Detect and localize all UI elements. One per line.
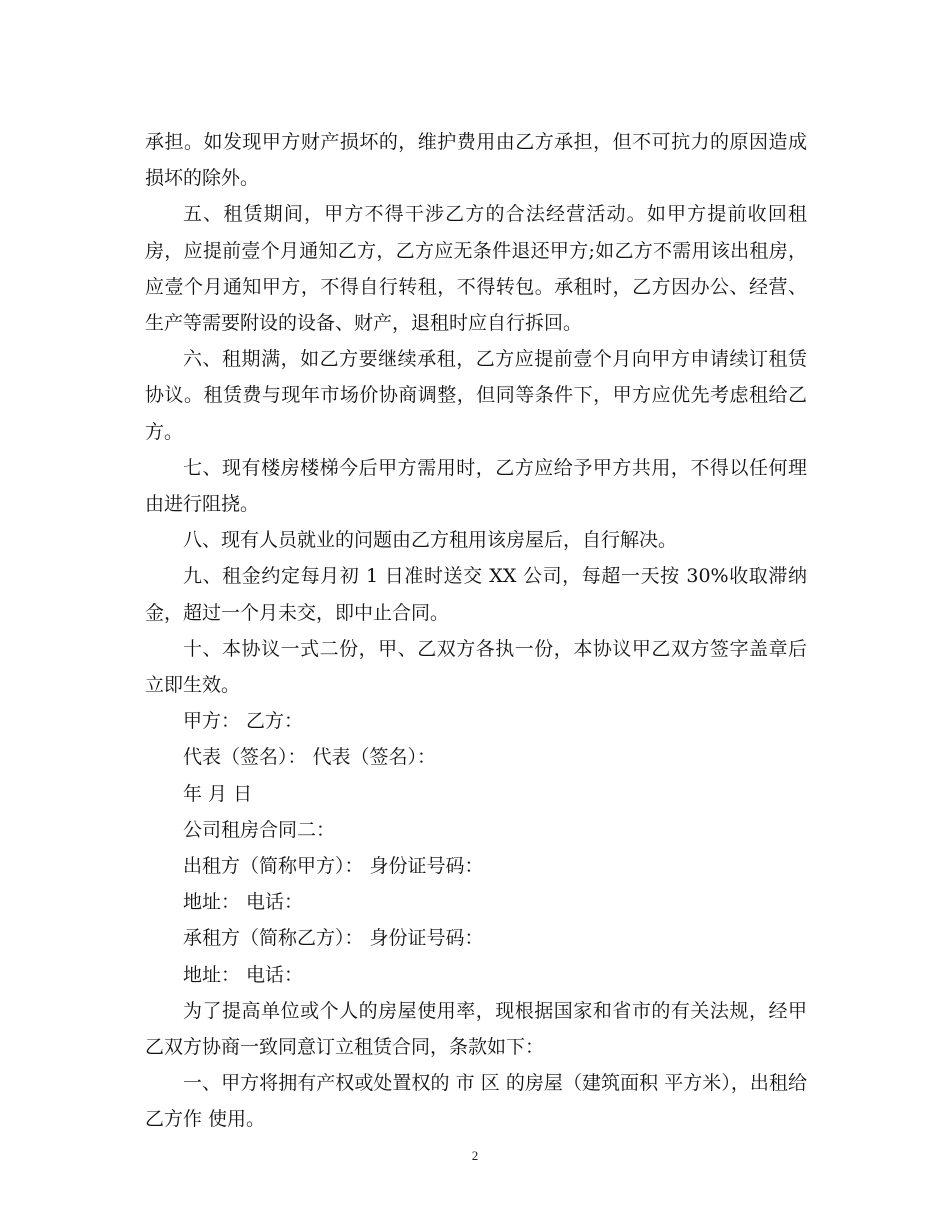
document-body — [145, 124, 807, 1138]
paragraph: 七、现有楼房楼梯今后甲方需用时，乙方应给予甲方共用，不得以任何理由进行阻挠。 — [145, 456, 807, 516]
paragraph: 出租方（简称甲方）： 身份证号码： — [183, 855, 484, 878]
page-number: 2 — [471, 1148, 479, 1163]
paragraph: 承租方（简称乙方）： 身份证号码： — [183, 927, 484, 950]
paragraph: 五、租赁期间，甲方不得干涉乙方的合法经营活动。如甲方提前收回租房，应提前壹个月通知乙方，乙方应无条件退还甲方;如乙方不需用该出租房，应壹个月通知甲方，不得自行转租，不得转包。承租时，乙方因办公、经营、生产等需要附设的设备、财产，退租时应自行拆回。 — [145, 203, 807, 335]
paragraph: 地址： 电话： — [183, 963, 304, 986]
paragraph: 公司租房合同二： — [183, 818, 336, 841]
paragraph: 年 月 日 — [183, 782, 253, 805]
paragraph: 为了提高单位或个人的房屋使用率，现根据国家和省市的有关法规，经甲乙双方协商一致同意订立租赁合同，条款如下： — [145, 999, 807, 1059]
paragraph: 代表（签名）： 代表（签名）： — [183, 746, 437, 769]
paragraph: 承担。如发现甲方财产损坏的，维护费用由乙方承担，但不可抗力的原因造成损坏的除外。 — [145, 131, 807, 190]
paragraph: 地址： 电话： — [183, 891, 304, 914]
paragraph: 甲方： 乙方： — [183, 710, 304, 733]
paragraph: 十、本协议一式二份，甲、乙双方各执一份，本协议甲乙双方签字盖章后立即生效。 — [145, 637, 807, 697]
paragraph: 一、甲方将拥有产权或处置权的 市 区 的房屋（建筑面积 平方米），出租给乙方作 使用。 — [145, 1072, 807, 1131]
paragraph: 八、现有人员就业的问题由乙方租用该房屋后，自行解决。 — [183, 529, 678, 552]
paragraph: 六、租期满，如乙方要继续承租，乙方应提前壹个月向甲方申请续订租赁协议。租赁费与现年市场价协商调整，但同等条件下，甲方应优先考虑租给乙方。 — [145, 348, 807, 443]
paragraph: 九、租金约定每月初 1 日准时送交 XX 公司，每超一天按 30%收取滞纳金，超过一个月未交，即中止合同。 — [145, 565, 807, 624]
